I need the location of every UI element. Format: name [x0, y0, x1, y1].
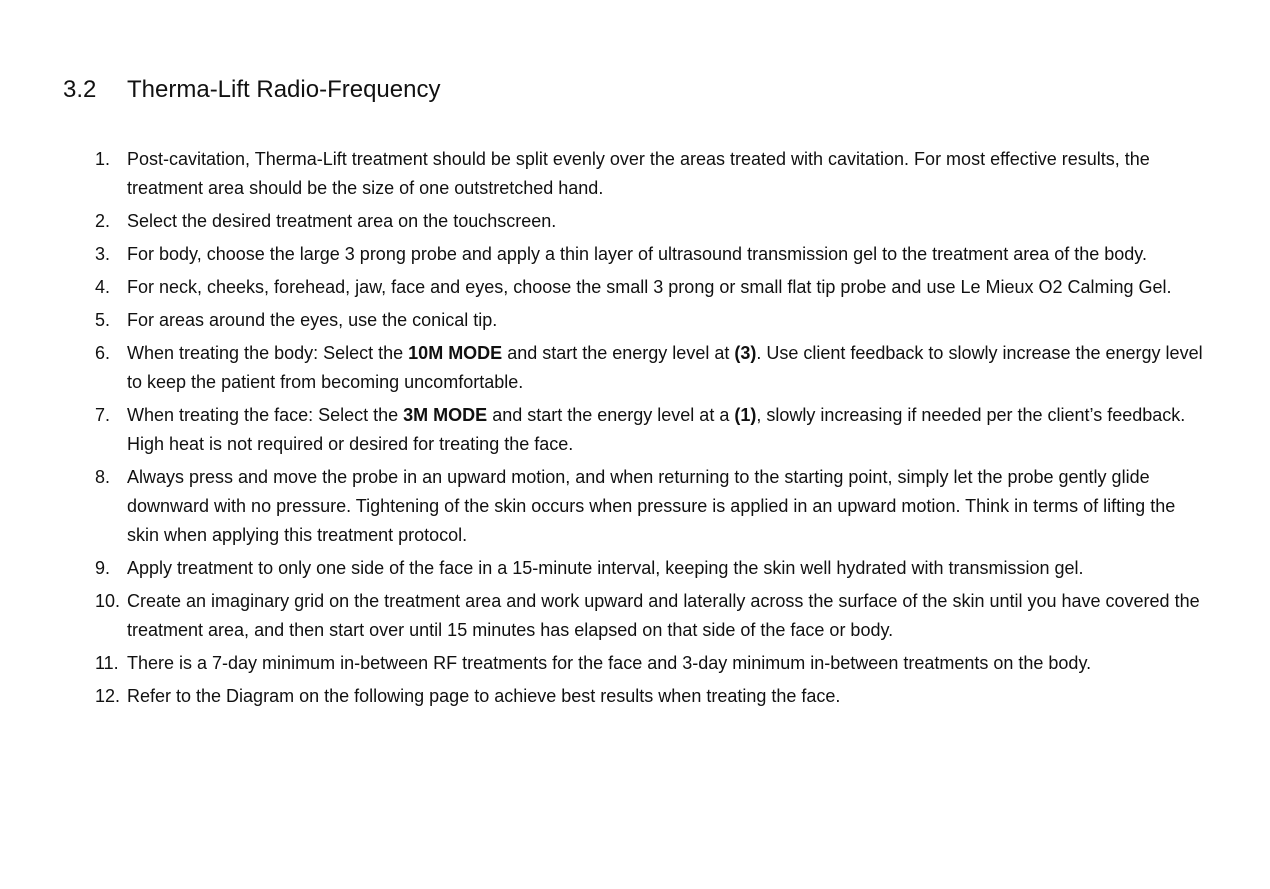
list-item-text: Select the desired treatment area on the touchscreen. — [127, 211, 557, 231]
mode-label: 3M MODE — [403, 405, 488, 425]
list-item — [95, 682, 1205, 711]
list-item — [95, 240, 1205, 269]
list-item — [95, 401, 1205, 459]
text-segment: When treating the body: Select the — [127, 343, 409, 363]
list-item-text: Post-cavitation, Therma-Lift treatment should be split evenly over the areas treated with cavitation. For most effective results, the treatment area should be the size of one outstretched hand. — [127, 149, 1150, 198]
instruction-list — [95, 145, 1205, 715]
list-item-number: 8. — [95, 467, 111, 487]
list-item-text: Apply treatment to only one side of the face in a 15-minute interval, keeping the skin well hydrated with transmission gel. — [127, 558, 1084, 578]
text-segment: When treating the face: Select the — [127, 405, 404, 425]
list-item-number: 9. — [95, 558, 111, 578]
list-item — [95, 649, 1205, 678]
list-item-number: 7. — [95, 405, 111, 425]
list-item-number: 10. — [95, 591, 121, 611]
list-item-number: 5. — [95, 310, 111, 330]
list-item-text: Create an imaginary grid on the treatment area and work upward and laterally across the surface of the skin until you have covered the treatment area, and then start over until 15 minutes has elapsed on that side of the face or body. — [127, 591, 1200, 640]
list-item-number: 12. — [95, 686, 121, 706]
list-item-number: 6. — [95, 343, 111, 363]
list-item — [95, 554, 1205, 583]
list-item — [95, 339, 1205, 397]
list-item-text: There is a 7-day minimum in-between RF treatments for the face and 3-day minimum in-between treatments on the body. — [127, 653, 1092, 673]
text-segment: , slowly increasing if needed per the client’s feedback. High heat is not required or desired for treating the face. — [127, 405, 1186, 454]
list-item-text — [127, 401, 1205, 459]
list-item — [95, 463, 1205, 550]
list-item-number: 1. — [95, 149, 111, 169]
list-item — [95, 273, 1205, 302]
list-item-number: 2. — [95, 211, 111, 231]
list-item-number: 4. — [95, 277, 111, 297]
section-title: Therma-Lift Radio-Frequency — [127, 76, 441, 103]
mode-label: 10M MODE — [408, 343, 503, 363]
list-item-text — [127, 339, 1205, 397]
list-item-number: 3. — [95, 244, 111, 264]
list-item-text: For body, choose the large 3 prong probe and apply a thin layer of ultrasound transmission gel to the treatment area of the body. — [127, 244, 1147, 264]
list-item-text: For areas around the eyes, use the conical tip. — [127, 310, 498, 330]
section-heading — [63, 74, 440, 106]
section-number: 3.2 — [63, 76, 97, 103]
list-item-text: For neck, cheeks, forehead, jaw, face and eyes, choose the small 3 prong or small flat tip probe and use Le Mieux O2 Calming Gel. — [127, 277, 1172, 297]
energy-level: (1) — [734, 405, 757, 425]
list-item — [95, 306, 1205, 335]
energy-level: (3) — [734, 343, 757, 363]
list-item — [95, 207, 1205, 236]
text-segment: and start the energy level at a — [487, 405, 735, 425]
text-segment: . Use client feedback to slowly increase the energy level to keep the patient from becoming uncomfortable. — [127, 343, 1203, 392]
list-item-text: Always press and move the probe in an upward motion, and when returning to the starting point, simply let the probe gently glide downward with no pressure. Tightening of the skin occurs when pressure is applied in an upward motion. Think in terms of lifting the skin when applying this treatment protocol. — [127, 467, 1176, 545]
list-item — [95, 587, 1205, 645]
list-item — [95, 145, 1205, 203]
text-segment: and start the energy level at — [502, 343, 735, 363]
list-item-number: 11. — [95, 653, 119, 673]
list-item-text: Refer to the Diagram on the following page to achieve best results when treating the face. — [127, 686, 841, 706]
